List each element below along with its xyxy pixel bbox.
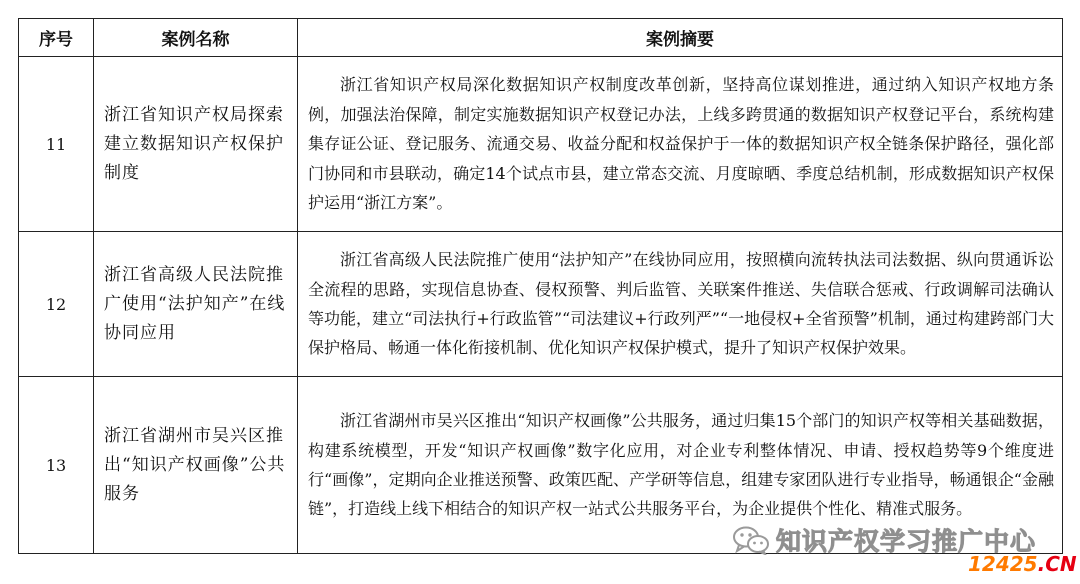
site-logo [968,552,1077,576]
table-row [19,57,1063,232]
wechat-icon [732,525,770,555]
row-no: 13 [19,377,94,554]
site-logo-suffix: .CN [1037,552,1077,576]
row-no: 12 [19,232,94,377]
header-summary: 案例摘要 [298,19,1063,57]
row-case-name: 浙江省高级人民法院推广使用“法护知产”在线协同应用 [94,232,298,377]
row-case-summary: 浙江省高级人民法院推广使用“法护知产”在线协同应用，按照横向流转执法司法数据、纵向贯通诉讼全流程的思路，实现信息协查、侵权预警、判后监管、关联案件推送、失信联合惩戒、行政调解司法确认等功能，建立“司法执行+行政监管”“司法建议+行政列严”“一地侵权+全省预警”机制，通过构建跨部门大保护格局、畅通一体化衔接机制、优化知识产权保护模式，提升了知识产权保护效果。 [298,232,1063,377]
case-table [18,18,1063,554]
watermark-text: 知识产权学习推广中心 [776,527,1037,556]
table-header-row [19,19,1063,57]
row-case-name: 浙江省知识产权局探索建立数据知识产权保护制度 [94,57,298,232]
row-case-name: 浙江省湖州市吴兴区推出“知识产权画像”公共服务 [94,377,298,554]
header-no: 序号 [19,19,94,57]
row-case-summary: 浙江省湖州市吴兴区推出“知识产权画像”公共服务，通过归集15个部门的知识产权等相关基础数据，构建系统模型，开发“知识产权画像”数字化应用，对企业专利整体情况、申请、授权趋势等9个维度进行“画像”，定期向企业推送预警、政策匹配、产学研等信息，组建专家团队进行专业指导，畅通银企“金融链”，打造线上线下相结合的知识产权一站式公共服务平台，为企业提供个性化、精准式服务。 [298,377,1063,554]
row-no: 11 [19,57,94,232]
row-case-summary: 浙江省知识产权局深化数据知识产权制度改革创新，坚持高位谋划推进，通过纳入知识产权地方条例，加强法治保障，制定实施数据知识产权登记办法，上线多跨贯通的数据知识产权登记平台，系统构建集存证公证、登记服务、流通交易、收益分配和权益保护于一体的数据知识产权全链条保护路径，强化部门协同和市县联动，确定14个试点市县，建立常态交流、月度晾晒、季度总结机制，形成数据知识产权保护运用“浙江方案”。 [298,57,1063,232]
header-name: 案例名称 [94,19,298,57]
table-row [19,232,1063,377]
site-logo-main: 12425 [968,552,1038,576]
